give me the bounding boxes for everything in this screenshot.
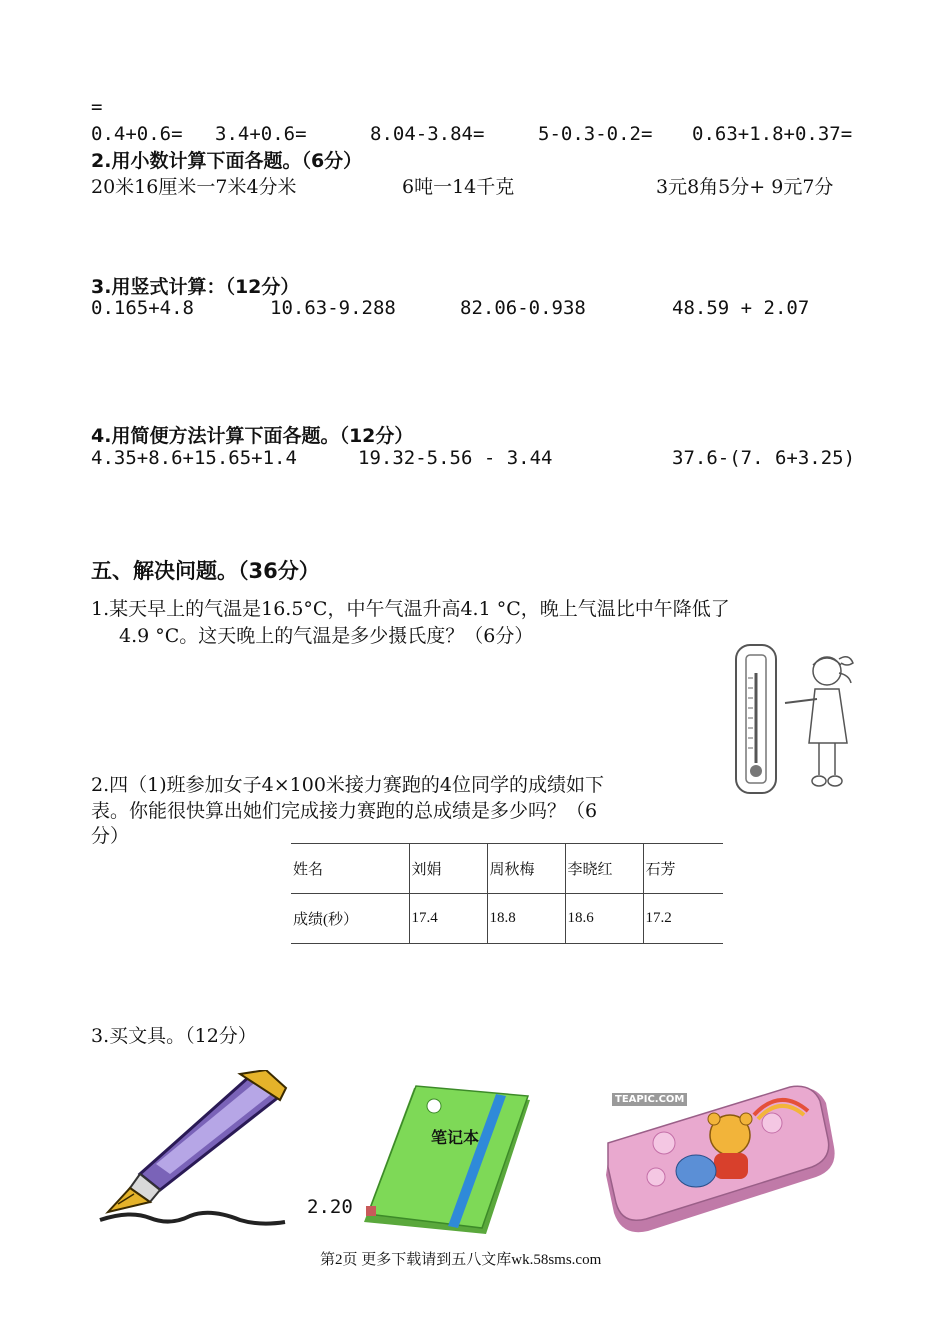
table-row (291, 894, 723, 944)
question-4-item: 4.35+8.6+15.65+1.4 (91, 447, 297, 469)
question-4-title: 4.用简便方法计算下面各题。（12分） (91, 425, 414, 447)
problem-2-line: 分） (91, 825, 130, 847)
problem-1-line: 1.某天早上的气温是16.5°C，中午气温升高4.1 °C，晚上气温比中午降低了 (91, 598, 730, 620)
price-label: 2.20 (307, 1196, 353, 1218)
calc-item: 3.4+0.6= (215, 123, 307, 145)
table-header-cell: 成绩(秒） (291, 894, 409, 944)
question-2-item: 20米16厘米一7米4分米 (91, 176, 297, 198)
thermometer-girl-illustration (735, 643, 857, 796)
question-3-item: 82.06-0.938 (460, 297, 586, 319)
fountain-pen-image (90, 1070, 290, 1235)
table-cell: 17.2 (643, 894, 723, 944)
question-2-title: 2.用小数计算下面各题。（6分） (91, 150, 363, 172)
problem-2-line: 2.四（1)班参加女子4×100米接力赛跑的4位同学的成绩如下 (91, 774, 604, 796)
question-3-item: 10.63-9.288 (270, 297, 396, 319)
problem-2-line: 表。你能很快算出她们完成接力赛跑的总成绩是多少吗？（6 (91, 800, 598, 822)
notebook-label: 笔记本 (431, 1128, 480, 1147)
question-3-title: 3.用竖式计算：（12分） (91, 276, 300, 298)
question-2-item: 3元8角5分+ 9元7分 (656, 176, 834, 198)
calc-item: 0.63+1.8+0.37= (692, 123, 853, 145)
table-cell: 李晓红 (565, 844, 643, 894)
question-4-item: 19.32-5.56 - 3.44 (358, 447, 553, 469)
question-3-item: 0.165+4.8 (91, 297, 194, 319)
table-cell: 17.4 (409, 894, 487, 944)
pencil-case-image (604, 1085, 840, 1233)
calc-item: 8.04-3.84= (370, 123, 485, 145)
problem-3-title: 3.买文具。（12分） (91, 1025, 257, 1047)
calc-item: 0.4+0.6= (91, 123, 183, 145)
question-4-item: 37.6-(7. 6+3.25) (672, 447, 856, 469)
watermark-label: TEAPIC.COM (612, 1093, 687, 1106)
question-3-item: 48.59 + 2.07 (672, 297, 810, 319)
table-cell: 刘娟 (409, 844, 487, 894)
relay-score-table (291, 843, 723, 944)
table-cell: 18.6 (565, 894, 643, 944)
table-header-cell: 姓名 (291, 844, 409, 894)
equals-sign: = (91, 96, 103, 118)
page-footer: 第2页 更多下载请到五八文库wk.58sms.com (320, 1252, 602, 1268)
calc-item: 5-0.3-0.2= (538, 123, 653, 145)
problem-1-line: 4.9 °C。这天晚上的气温是多少摄氏度？（6分） (119, 625, 534, 647)
notebook-image (346, 1082, 534, 1237)
table-cell: 石芳 (643, 844, 723, 894)
table-cell: 周秋梅 (487, 844, 565, 894)
question-2-item: 6吨一14千克 (402, 176, 515, 198)
table-cell: 18.8 (487, 894, 565, 944)
section-5-title: 五、解决问题。（36分） (91, 559, 320, 583)
table-row (291, 844, 723, 894)
